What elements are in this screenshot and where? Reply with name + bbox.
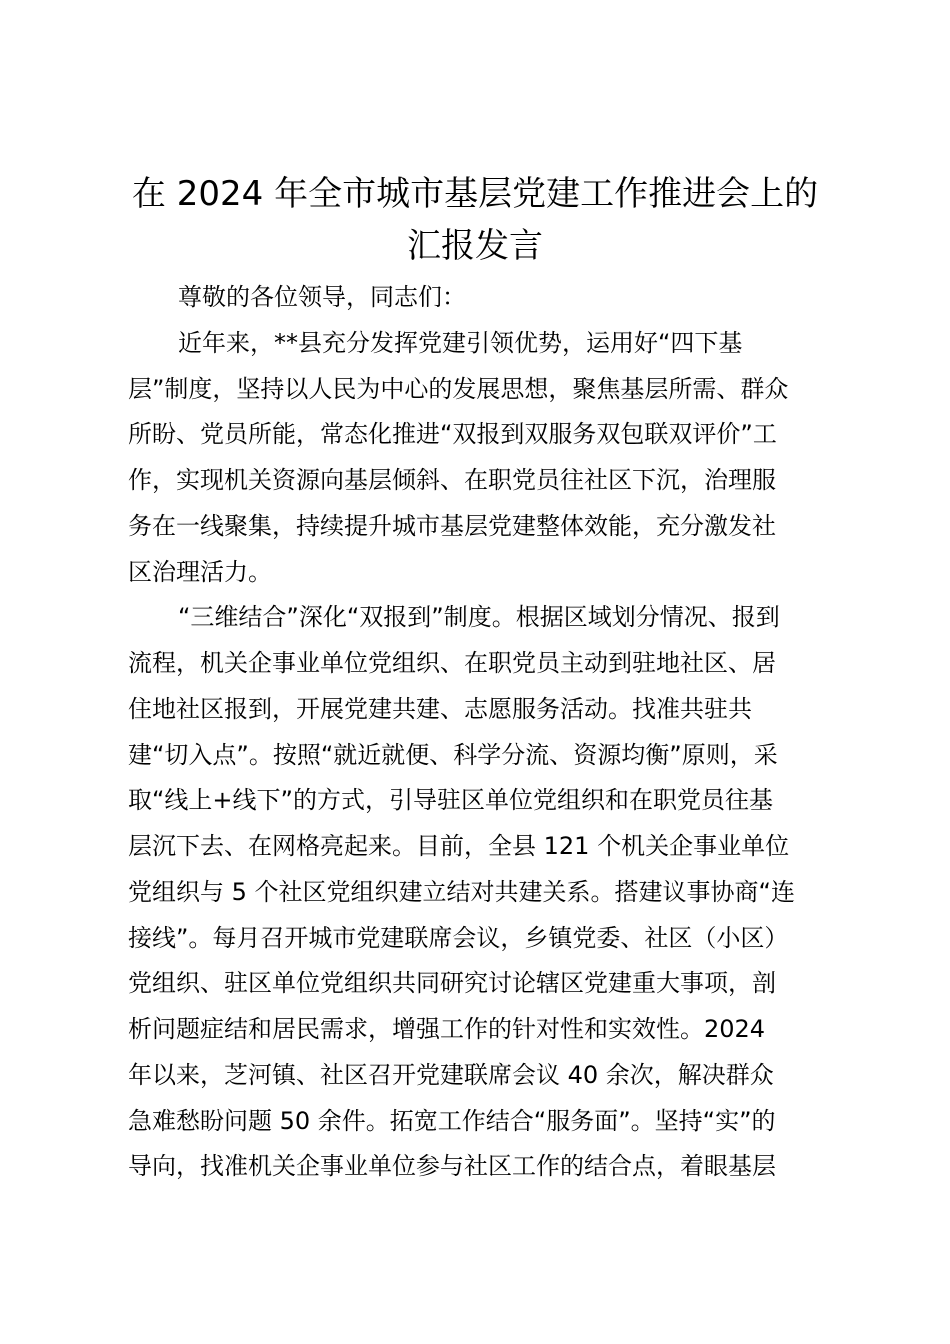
body-line: 务在一线聚集，持续提升城市基层党建整体效能，充分激发社 <box>128 511 776 540</box>
body-line: 所盼、党员所能，常态化推进“双报到双服务双包联双评价”工 <box>128 420 777 449</box>
body-line: 接线”。每月召开城市党建联席会议，乡镇党委、社区（小区） <box>128 923 789 952</box>
body-line: 区治理活力。 <box>128 557 272 586</box>
title-line-1: 在 2024 年全市城市基层党建工作推进会上的 <box>131 174 819 214</box>
body-line: 流程，机关企事业单位党组织、在职党员主动到驻地社区、居 <box>128 649 776 677</box>
body-line: 近年来，**县充分发挥党建引领优势，运用好“四下基 <box>178 328 743 357</box>
body-line: 急难愁盼问题 50 余件。拓宽工作结合“服务面”。坚持“实”的 <box>128 1106 776 1135</box>
document-body <box>128 275 838 1190</box>
body-line: 析问题症结和居民需求，增强工作的针对性和实效性。2024 <box>128 1015 766 1043</box>
body-line: 党组织与 5 个社区党组织建立结对共建关系。搭建议事协商“连 <box>128 877 795 906</box>
body-line: 取“线上+线下”的方式，引导驻区单位党组织和在职党员往基 <box>128 786 773 815</box>
body-line: 作，实现机关资源向基层倾斜、在职党员往社区下沉，治理服 <box>128 466 776 494</box>
document-title <box>100 168 850 272</box>
body-line: 导向，找准机关企事业单位参与社区工作的结合点，着眼基层 <box>128 1152 776 1181</box>
body-line: 建“切入点”。按照“就近就便、科学分流、资源均衡”原则，采 <box>128 740 778 769</box>
body-line: 层沉下去、在网格亮起来。目前，全县 121 个机关企事业单位 <box>128 832 790 860</box>
body-line: 住地社区报到，开展党建共建、志愿服务活动。找准共驻共 <box>128 694 752 723</box>
body-line: “三维结合”深化“双报到”制度。根据区域划分情况、报到 <box>178 603 780 632</box>
body-line: 尊敬的各位领导，同志们： <box>178 283 466 311</box>
body-line: 年以来，芝河镇、社区召开党建联席会议 40 余次，解决群众 <box>128 1060 774 1089</box>
title-line-2: 汇报发言 <box>407 226 543 266</box>
body-line: 党组织、驻区单位党组织共同研究讨论辖区党建重大事项，剖 <box>128 969 776 998</box>
body-line: 层”制度，坚持以人民为中心的发展思想，聚焦基层所需、群众 <box>128 374 789 403</box>
